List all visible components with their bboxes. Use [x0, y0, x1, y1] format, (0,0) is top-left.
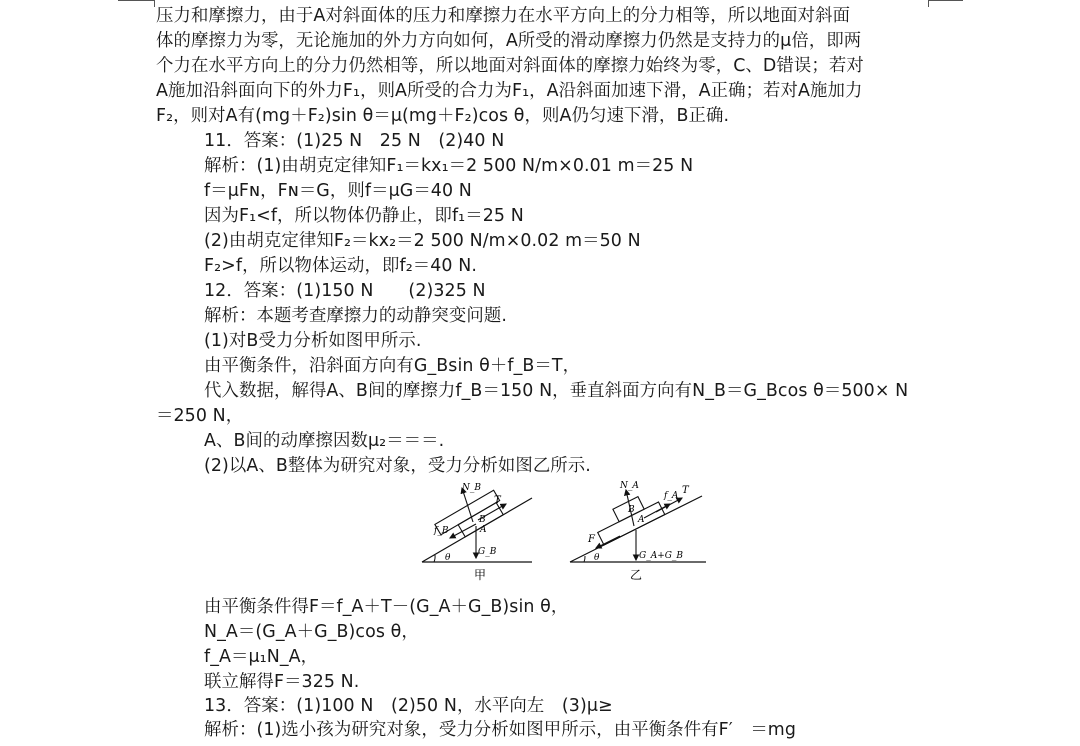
caption-jia: 甲 — [474, 568, 487, 582]
label-a: A — [480, 525, 487, 535]
diagram-jia — [422, 483, 532, 582]
force-fa-arrow — [644, 504, 670, 518]
text-line: 代入数据，解得A、B间的摩擦力f_B＝150 N，垂直斜面方向有N_B＝G_Bcos θ＝500× N — [204, 381, 909, 401]
diagram-yi — [570, 481, 706, 582]
label-t: T — [494, 495, 501, 506]
label-a: A — [638, 515, 645, 525]
angle-arc — [584, 556, 585, 562]
text-line: 联立解得F＝325 N. — [204, 672, 360, 692]
text-line: 由平衡条件得F＝f_A＋T－(G_A＋G_B)sin θ， — [204, 597, 569, 617]
label-gab: G_A+G_B — [639, 551, 684, 561]
angle-arc — [434, 555, 435, 562]
text-line: 压力和摩擦力，由于A对斜面体的压力和摩擦力在水平方向上的分力相等，所以地面对斜面 — [156, 6, 851, 26]
label-gb: G_B — [478, 547, 497, 557]
text-line: N_A＝(G_A＋G_B)cos θ， — [204, 622, 419, 642]
answer-12-heading: 12．答案：(1)150 N (2)325 N — [204, 281, 486, 301]
text-line: f＝μFɴ，Fɴ＝G，则f＝μG＝40 N — [204, 181, 472, 201]
label-theta: θ — [445, 553, 451, 563]
text-line: (2)以A、B整体为研究对象，受力分析如图乙所示. — [204, 456, 591, 476]
label-t: T — [682, 485, 689, 496]
text-line: 由平衡条件，沿斜面方向有G_Bsin θ＋f_B＝T， — [204, 356, 581, 376]
text-line: 解析：本题考查摩擦力的动静突变问题. — [204, 306, 507, 326]
label-na: N_A — [620, 481, 639, 491]
label-theta: θ — [594, 553, 600, 563]
force-fb-arrow — [450, 524, 476, 538]
label-fb: f_B — [434, 526, 449, 536]
text-line: (2)由胡克定律知F₂＝kx₂＝2 500 N/m×0.02 m＝50 N — [204, 231, 641, 251]
label-f: F — [588, 534, 595, 545]
text-line: 体的摩擦力为零，无论施加的外力方向如何，A所受的滑动摩擦力仍然是支持力的μ倍，即两 — [156, 31, 862, 51]
text-line: 解析：(1)由胡克定律知F₁＝kx₁＝2 500 N/m×0.01 m＝25 N — [204, 156, 694, 176]
text-line: F₂，则对A有(mg＋F₂)sin θ＝μ(mg＋F₂)cos θ，则A仍匀速下滑，B正确. — [156, 106, 730, 126]
text-line: 解析：(1)选小孩为研究对象，受力分析如图甲所示，由平衡条件有F′ ＝mg — [204, 720, 796, 740]
text-line: A施加沿斜面向下的外力F₁，则A所受的合力为F₁，A沿斜面加速下滑，A正确；若对A施加力 — [156, 81, 863, 101]
text-line: f_A＝μ₁N_A， — [204, 647, 319, 667]
text-line: 因为F₁<f，所以物体仍静止，即f₁＝25 N — [204, 206, 524, 226]
force-f-arrow — [596, 536, 620, 548]
text-line: A、B间的动摩擦因数μ₂＝＝＝. — [204, 431, 445, 451]
text-line: F₂>f，所以物体运动，即f₂＝40 N. — [204, 256, 477, 276]
label-nb: N_B — [462, 483, 481, 493]
label-fa: f_A — [664, 491, 679, 501]
text-line: (1)对B受力分析如图甲所示. — [204, 331, 422, 351]
label-b: B — [479, 515, 486, 525]
answer-13-heading: 13．答案：(1)100 N (2)50 N，水平向左 (3)μ≥ — [204, 696, 613, 716]
force-nb-arrow — [462, 488, 473, 522]
text-line: 个力在水平方向上的分力仍然相等，所以地面对斜面体的摩擦力始终为零，C、D错误；若对 — [156, 56, 864, 76]
text-line: ＝250 N， — [156, 406, 244, 426]
caption-yi: 乙 — [630, 568, 643, 582]
force-diagram-figure — [420, 476, 720, 584]
answer-11-heading: 11．答案：(1)25 N 25 N (2)40 N — [204, 131, 505, 151]
label-b: B — [628, 505, 635, 515]
